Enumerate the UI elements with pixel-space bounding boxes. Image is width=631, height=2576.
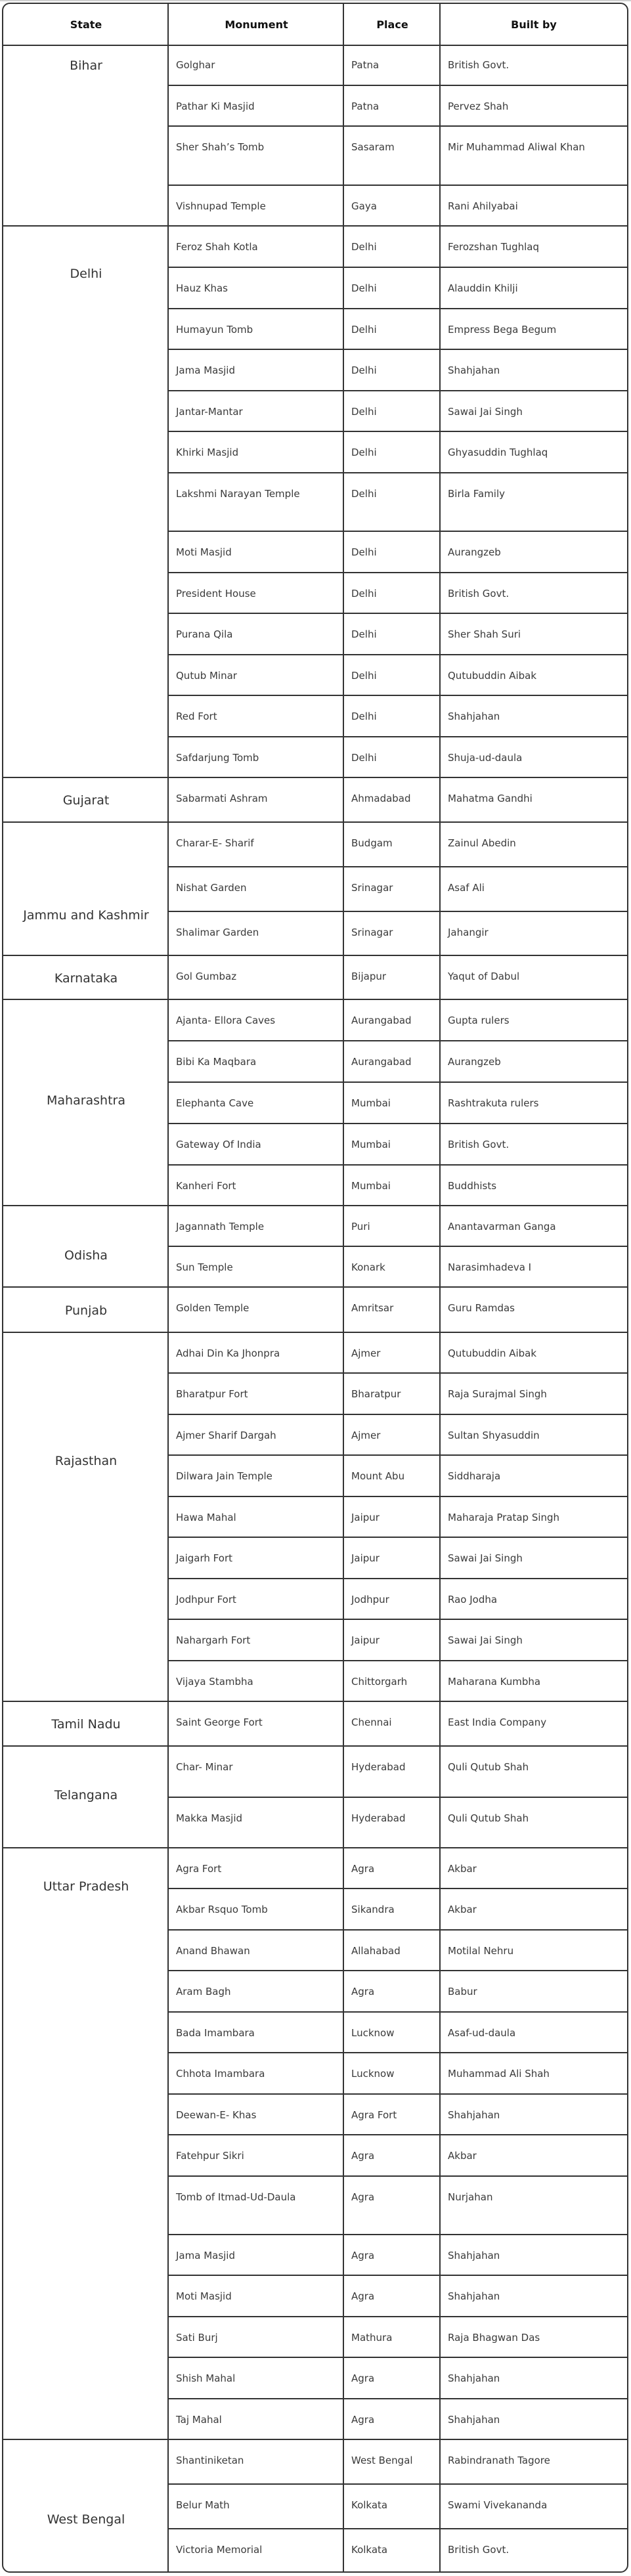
- monument-cell: Vijaya Stambha: [176, 1676, 253, 1688]
- table-row: [169, 867, 627, 912]
- state-cell: Telangana: [54, 1788, 118, 1802]
- place-cell: Budgam: [351, 837, 393, 849]
- table-row: [169, 1206, 627, 1247]
- built-by-cell: Asaf-ud-daula: [448, 2027, 516, 2039]
- monument-cell: Deewan-E- Khas: [176, 2109, 257, 2121]
- table-row: [169, 573, 627, 614]
- state-cell: Jammu and Kashmir: [23, 908, 149, 923]
- place-cell: Srinagar: [351, 927, 393, 938]
- place-cell: Sikandra: [351, 1904, 395, 1915]
- place-cell: Kolkata: [351, 2499, 388, 2511]
- table-row: [169, 1333, 627, 1374]
- monument-cell: Hawa Mahal: [176, 1512, 236, 1523]
- monument-cell: Aram Bagh: [176, 1986, 231, 1997]
- monument-cell: Vishnupad Temple: [176, 200, 266, 212]
- table-header-row: [3, 4, 627, 46]
- place-cell: Ahmadabad: [351, 793, 411, 804]
- built-by-cell: Quli Qutub Shah: [448, 1812, 529, 1824]
- state-group: [3, 45, 627, 227]
- built-by-cell: Rani Ahilyabai: [448, 200, 518, 212]
- place-cell: Chennai: [351, 1716, 392, 1728]
- place-cell: Delhi: [351, 546, 377, 558]
- built-by-cell: Quli Qutub Shah: [448, 1761, 529, 1773]
- built-by-cell: Anantavarman Ganga: [448, 1221, 556, 1233]
- place-cell: Hyderabad: [351, 1812, 406, 1824]
- monument-cell: Humayun Tomb: [176, 324, 253, 336]
- built-by-cell: Yaqut of Dabul: [448, 971, 520, 982]
- place-cell: Agra: [351, 2191, 375, 2203]
- table-row: [169, 2095, 627, 2135]
- monument-cell: Golghar: [176, 59, 215, 71]
- built-by-cell: Siddharaja: [448, 1470, 501, 1482]
- state-group: [3, 1000, 627, 1206]
- place-cell: Patna: [351, 100, 380, 112]
- table-row: [169, 1497, 627, 1538]
- monument-cell: Shantiniketan: [176, 2455, 244, 2466]
- built-by-cell: Motilal Nehru: [448, 1945, 514, 1957]
- place-cell: Agra: [351, 2290, 375, 2302]
- column-divider: [343, 4, 344, 2571]
- monument-cell: Gol Gumbaz: [176, 971, 237, 982]
- place-cell: Kolkata: [351, 2544, 388, 2556]
- monument-cell: Makka Masjid: [176, 1812, 243, 1824]
- monument-cell: Kanheri Fort: [176, 1180, 236, 1192]
- header-built-by[interactable]: Built by: [511, 18, 557, 31]
- table-row: [169, 1971, 627, 2013]
- place-cell: Lucknow: [351, 2027, 395, 2039]
- state-group: [3, 2440, 627, 2572]
- place-cell: Agra: [351, 2372, 375, 2384]
- table-row: [169, 127, 627, 186]
- monument-cell: Sabarmati Ashram: [176, 793, 268, 804]
- place-cell: Delhi: [351, 710, 377, 722]
- top-divider: [0, 0, 631, 1]
- table-row: [169, 432, 627, 473]
- state-cell: Maharashtra: [46, 1093, 126, 1108]
- built-by-cell: British Govt.: [448, 2544, 510, 2556]
- place-cell: Agra Fort: [351, 2109, 397, 2121]
- table-row: [169, 1247, 627, 1288]
- place-cell: Delhi: [351, 324, 377, 336]
- monument-cell: Safdarjung Tomb: [176, 752, 259, 764]
- built-by-cell: Muhammad Ali Shah: [448, 2068, 550, 2080]
- monument-cell: Ajmer Sharif Dargah: [176, 1430, 276, 1441]
- table-row: [169, 2485, 627, 2529]
- table-row: [169, 2529, 627, 2572]
- state-cell: Gujarat: [62, 793, 110, 808]
- state-group: [3, 956, 627, 1000]
- state-group: [3, 778, 627, 823]
- monument-cell: Bharatpur Fort: [176, 1388, 248, 1400]
- place-cell: Jaipur: [351, 1634, 380, 1646]
- monument-cell: Victoria Memorial: [176, 2544, 263, 2556]
- place-cell: Gaya: [351, 200, 377, 212]
- place-cell: Ajmer: [351, 1347, 381, 1359]
- built-by-cell: Rashtrakuta rulers: [448, 1097, 539, 1109]
- place-cell: Delhi: [351, 447, 377, 458]
- built-by-cell: Shahjahan: [448, 2250, 500, 2261]
- monument-cell: Sati Burj: [176, 2332, 218, 2344]
- state-cell: Punjab: [64, 1303, 108, 1318]
- built-by-cell: Mahatma Gandhi: [448, 793, 533, 804]
- place-cell: Allahabad: [351, 1945, 401, 1957]
- state-cell: Delhi: [70, 267, 102, 281]
- state-group: [3, 1747, 627, 1848]
- monument-cell: Adhai Din Ka Jhonpra: [176, 1347, 280, 1359]
- state-group: [3, 1333, 627, 1702]
- monument-cell: Dilwara Jain Temple: [176, 1470, 272, 1482]
- built-by-cell: Shahjahan: [448, 2372, 500, 2384]
- monument-cell: Jodhpur Fort: [176, 1594, 236, 1605]
- built-by-cell: Maharaja Pratap Singh: [448, 1512, 560, 1523]
- built-by-cell: Shahjahan: [448, 2414, 500, 2426]
- state-cell: Tamil Nadu: [51, 1717, 121, 1732]
- monument-cell: Moti Masjid: [176, 546, 232, 558]
- monument-cell: Agra Fort: [176, 1863, 222, 1875]
- table-row: [169, 956, 627, 1000]
- monument-cell: Bibi Ka Maqbara: [176, 1056, 257, 1068]
- built-by-cell: Empress Bega Begum: [448, 324, 557, 336]
- monument-cell: Anand Bhawan: [176, 1945, 250, 1957]
- monument-cell: Jantar-Mantar: [176, 406, 243, 418]
- built-by-cell: Shuja-ud-daula: [448, 752, 523, 764]
- monuments-table: [2, 3, 628, 2573]
- monument-cell: Feroz Shah Kotla: [176, 241, 258, 253]
- table-row: [169, 2177, 627, 2235]
- monument-cell: Sun Temple: [176, 1261, 233, 1273]
- state-group: [3, 1288, 627, 1333]
- state-cell: Odisha: [64, 1248, 108, 1263]
- table-row: [169, 1702, 627, 1747]
- built-by-cell: Akbar: [448, 2150, 477, 2162]
- place-cell: Delhi: [351, 241, 377, 253]
- table-row: [169, 1931, 627, 1971]
- monument-cell: Gateway Of India: [176, 1139, 261, 1150]
- table-row: [169, 2235, 627, 2276]
- monument-cell: Saint George Fort: [176, 1716, 263, 1728]
- place-cell: Mount Abu: [351, 1470, 405, 1482]
- place-cell: Sasaram: [351, 141, 395, 153]
- monument-cell: President House: [176, 588, 256, 600]
- built-by-cell: Raja Surajmal Singh: [448, 1388, 547, 1400]
- built-by-cell: Pervez Shah: [448, 100, 509, 112]
- table-row: [169, 309, 627, 350]
- state-cell: West Bengal: [47, 2512, 125, 2527]
- place-cell: Agra: [351, 2414, 375, 2426]
- table-row: [169, 350, 627, 391]
- place-cell: West Bengal: [351, 2455, 413, 2466]
- table-row: [169, 86, 627, 127]
- built-by-cell: Sultan Shyasuddin: [448, 1430, 540, 1441]
- table-row: [169, 2399, 627, 2440]
- place-cell: Delhi: [351, 588, 377, 600]
- place-cell: Jaipur: [351, 1512, 380, 1523]
- place-cell: Hyderabad: [351, 1761, 406, 1773]
- built-by-cell: Akbar: [448, 1904, 477, 1915]
- monument-cell: Shish Mahal: [176, 2372, 236, 2384]
- table-row: [169, 2317, 627, 2358]
- state-cell: Uttar Pradesh: [43, 1879, 129, 1894]
- state-cell: Rajasthan: [54, 1454, 118, 1468]
- place-cell: Aurangabad: [351, 1015, 412, 1026]
- place-cell: Jaipur: [351, 1552, 380, 1564]
- place-cell: Lucknow: [351, 2068, 395, 2080]
- built-by-cell: Qutubuddin Aibak: [448, 670, 537, 682]
- built-by-cell: Sawai Jai Singh: [448, 406, 523, 418]
- table-row: [169, 1041, 627, 1083]
- table-row: [169, 2440, 627, 2485]
- built-by-cell: Mir Muhammad Aliwal Khan: [448, 141, 585, 153]
- built-by-cell: British Govt.: [448, 588, 510, 600]
- monument-cell: Chhota Imambara: [176, 2068, 265, 2080]
- monument-cell: Hauz Khas: [176, 282, 228, 294]
- table-row: [169, 1747, 627, 1798]
- place-cell: Ajmer: [351, 1430, 381, 1441]
- place-cell: Mumbai: [351, 1139, 391, 1150]
- built-by-cell: Asaf Ali: [448, 882, 485, 894]
- place-cell: Agra: [351, 2250, 375, 2261]
- built-by-cell: Buddhists: [448, 1180, 497, 1192]
- state-group: [3, 1848, 627, 2440]
- built-by-cell: East India Company: [448, 1716, 547, 1728]
- monument-cell: Nishat Garden: [176, 882, 247, 894]
- table-row: [169, 778, 627, 823]
- place-cell: Amritsar: [351, 1302, 394, 1314]
- place-cell: Delhi: [351, 488, 377, 500]
- monument-cell: Belur Math: [176, 2499, 230, 2511]
- place-cell: Konark: [351, 1261, 385, 1273]
- place-cell: Aurangabad: [351, 1056, 412, 1068]
- table-row: [169, 227, 627, 268]
- place-cell: Mumbai: [351, 1097, 391, 1109]
- place-cell: Chittorgarh: [351, 1676, 408, 1688]
- place-cell: Agra: [351, 2150, 375, 2162]
- monument-cell: Jama Masjid: [176, 2250, 235, 2261]
- monument-cell: Shalimar Garden: [176, 927, 259, 938]
- table-row: [169, 1456, 627, 1497]
- built-by-cell: Aurangzeb: [448, 546, 501, 558]
- header-state[interactable]: State: [70, 18, 102, 31]
- place-cell: Delhi: [351, 364, 377, 376]
- built-by-cell: Shahjahan: [448, 2290, 500, 2302]
- table-row: [169, 655, 627, 696]
- place-cell: Delhi: [351, 628, 377, 640]
- place-cell: Delhi: [351, 406, 377, 418]
- state-cell: Karnataka: [54, 971, 118, 986]
- table-row: [169, 823, 627, 867]
- table-row: [169, 696, 627, 737]
- built-by-cell: Gupta rulers: [448, 1015, 510, 1026]
- table-row: [169, 1000, 627, 1041]
- built-by-cell: Akbar: [448, 1863, 477, 1875]
- monument-cell: Pathar Ki Masjid: [176, 100, 255, 112]
- state-group: [3, 1702, 627, 1747]
- monument-cell: Khirki Masjid: [176, 447, 239, 458]
- place-cell: Bijapur: [351, 971, 387, 982]
- header-monument[interactable]: Monument: [225, 18, 288, 31]
- monument-cell: Fatehpur Sikri: [176, 2150, 244, 2162]
- built-by-cell: British Govt.: [448, 59, 510, 71]
- monument-cell: Tomb of Itmad-Ud-Daula: [176, 2191, 296, 2203]
- monument-cell: Red Fort: [176, 710, 217, 722]
- state-group: [3, 823, 627, 956]
- header-place[interactable]: Place: [376, 18, 408, 31]
- monument-cell: Moti Masjid: [176, 2290, 232, 2302]
- state-group: [3, 1206, 627, 1288]
- built-by-cell: Shahjahan: [448, 2109, 500, 2121]
- place-cell: Mumbai: [351, 1180, 391, 1192]
- built-by-cell: Babur: [448, 1986, 477, 1997]
- monument-cell: Taj Mahal: [176, 2414, 222, 2426]
- table-row: [169, 1579, 627, 1620]
- place-cell: Bharatpur: [351, 1388, 401, 1400]
- place-cell: Agra: [351, 1863, 375, 1875]
- built-by-cell: Raja Bhagwan Das: [448, 2332, 540, 2344]
- table-row: [169, 614, 627, 655]
- built-by-cell: Guru Ramdas: [448, 1302, 515, 1314]
- table-row: [169, 1124, 627, 1166]
- built-by-cell: Qutubuddin Aibak: [448, 1347, 537, 1359]
- table-row: [169, 1889, 627, 1931]
- table-row: [169, 2013, 627, 2053]
- monument-cell: Char- Minar: [176, 1761, 233, 1773]
- state-group: [3, 227, 627, 778]
- table-row: [169, 912, 627, 956]
- monument-cell: Ajanta- Ellora Caves: [176, 1015, 276, 1026]
- table-row: [169, 532, 627, 573]
- table-row: [169, 1415, 627, 1456]
- built-by-cell: Shahjahan: [448, 710, 500, 722]
- built-by-cell: Sher Shah Suri: [448, 628, 521, 640]
- built-by-cell: Narasimhadeva I: [448, 1261, 532, 1273]
- table-row: [169, 1620, 627, 1661]
- table-row: [169, 268, 627, 309]
- place-cell: Delhi: [351, 282, 377, 294]
- built-by-cell: Zainul Abedin: [448, 837, 516, 849]
- place-cell: Agra: [351, 1986, 375, 1997]
- monument-cell: Bada Imambara: [176, 2027, 255, 2039]
- table-row: [169, 737, 627, 778]
- monument-cell: Sher Shah’s Tomb: [176, 141, 265, 153]
- monument-cell: Charar-E- Sharif: [176, 837, 254, 849]
- place-cell: Srinagar: [351, 882, 393, 894]
- monument-cell: Jaigarh Fort: [176, 1552, 232, 1564]
- monument-cell: Jagannath Temple: [176, 1221, 265, 1233]
- monument-cell: Jama Masjid: [176, 364, 235, 376]
- built-by-cell: Maharana Kumbha: [448, 1676, 541, 1688]
- table-row: [169, 1166, 627, 1206]
- built-by-cell: Jahangir: [448, 927, 489, 938]
- table-row: [169, 186, 627, 227]
- table-row: [169, 1798, 627, 1848]
- built-by-cell: Shahjahan: [448, 364, 500, 376]
- monument-cell: Purana Qila: [176, 628, 233, 640]
- table-row: [169, 1083, 627, 1124]
- place-cell: Delhi: [351, 752, 377, 764]
- table-row: [169, 391, 627, 432]
- table-row: [169, 1288, 627, 1333]
- built-by-cell: Sawai Jai Singh: [448, 1552, 523, 1564]
- monument-cell: Lakshmi Narayan Temple: [176, 488, 300, 500]
- table-row: [169, 2276, 627, 2317]
- table-row: [169, 2135, 627, 2177]
- monument-cell: Akbar Rsquo Tomb: [176, 1904, 268, 1915]
- built-by-cell: Rabindranath Tagore: [448, 2455, 550, 2466]
- place-cell: Mathura: [351, 2332, 393, 2344]
- built-by-cell: Swami Vivekananda: [448, 2499, 548, 2511]
- built-by-cell: British Govt.: [448, 1139, 510, 1150]
- built-by-cell: Aurangzeb: [448, 1056, 501, 1068]
- table-row: [169, 2358, 627, 2399]
- monument-cell: Qutub Minar: [176, 670, 237, 682]
- monument-cell: Elephanta Cave: [176, 1097, 254, 1109]
- table-row: [169, 45, 627, 86]
- built-by-cell: Sawai Jai Singh: [448, 1634, 523, 1646]
- table-row: [169, 1848, 627, 1889]
- place-cell: Patna: [351, 59, 380, 71]
- built-by-cell: Ghyasuddin Tughlaq: [448, 447, 548, 458]
- built-by-cell: Birla Family: [448, 488, 506, 500]
- built-by-cell: Ferozshan Tughlaq: [448, 241, 540, 253]
- table-row: [169, 1374, 627, 1415]
- place-cell: Delhi: [351, 670, 377, 682]
- table-row: [169, 1538, 627, 1579]
- monument-cell: Nahargarh Fort: [176, 1634, 251, 1646]
- column-divider: [439, 4, 441, 2571]
- table-row: [169, 2053, 627, 2095]
- place-cell: Jodhpur: [351, 1594, 389, 1605]
- built-by-cell: Nurjahan: [448, 2191, 493, 2203]
- built-by-cell: Alauddin Khilji: [448, 282, 518, 294]
- table-row: [169, 1661, 627, 1702]
- state-cell: Bihar: [70, 58, 102, 73]
- column-divider: [167, 4, 169, 2571]
- monument-cell: Golden Temple: [176, 1302, 250, 1314]
- table-row: [169, 473, 627, 532]
- built-by-cell: Rao Jodha: [448, 1594, 498, 1605]
- place-cell: Puri: [351, 1221, 370, 1233]
